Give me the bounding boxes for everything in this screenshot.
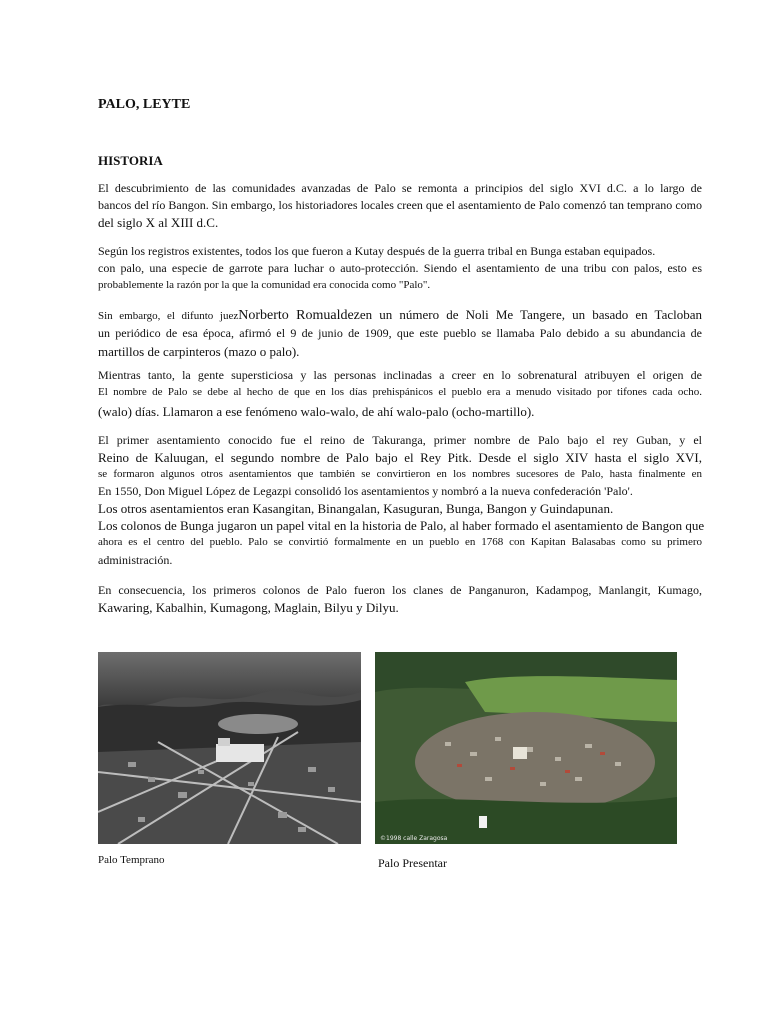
photo-credit: ©1998 calle Zaragosa <box>380 835 448 842</box>
paragraph-text: en un número de Noli Me Tangere, un basado en Tacloban <box>359 307 703 322</box>
paragraph-line: Los colonos de Bunga jugaron un papel vital en la historia de Palo, al haber formado el asentamiento de Bangon que <box>98 518 705 533</box>
paragraph-line: administración. <box>98 553 173 567</box>
paragraph-line: En 1550, Don Miguel López de Legazpi consolidó los asentamientos y nombró a la nueva confederación 'Palo'. <box>98 484 633 498</box>
paragraph-superstition <box>98 367 702 422</box>
paragraph-kutay <box>98 243 702 294</box>
paragraph-line: se formaron algunos otros asentamientos que también se convirtieron en los nombres sucesores de Palo, hasta finalmente en <box>98 468 702 480</box>
paragraph-line: Kawaring, Kabalhin, Kumagong, Maglain, Bilyu y Dilyu. <box>98 600 399 615</box>
present-photo-caption: Palo Presentar <box>378 856 447 870</box>
paragraph-line: Los otros asentamientos eran Kasangitan, Binangalan, Kasuguran, Bunga, Bangon y Guindapunan. <box>98 501 614 516</box>
early-photo-caption: Palo Temprano <box>98 854 165 866</box>
paragraph-line: El primer asentamiento conocido fue el reino de Takuranga, primer nombre de Palo bajo el rey Guban, y el <box>98 433 702 447</box>
paragraph-line: probablemente la razón por la que la comunidad era conocida como "Palo". <box>98 279 431 291</box>
paragraph-line: Mientras tanto, la gente supersticiosa y las personas inclinadas a creer en lo sobrenatural atribuyen el origen de <box>98 368 702 382</box>
paragraph-line: bancos del río Bangon. Sin embargo, los historiadores locales creen que el asentamiento de Palo comenzó tan temprano como <box>98 198 702 212</box>
early-palo-photo <box>98 652 361 844</box>
present-palo-photo <box>375 652 677 844</box>
paragraph-settlements <box>98 432 705 570</box>
paragraph-line: En consecuencia, los primeros colonos de Palo fueron los clanes de Panganuron, Kadampog, Manlangit, Kumago, <box>98 583 702 597</box>
paragraph-line: Según los registros existentes, todos los que fueron a Kutay después de la guerra tribal en Bunga estaban equipados. <box>98 244 656 258</box>
paragraph-line: El descubrimiento de las comunidades avanzadas de Palo se remonta a principios del siglo XVI d.C. a lo largo de <box>98 181 702 195</box>
early-palo-aerial-image <box>98 652 361 844</box>
paragraph-line: con palo, una especie de garrote para luchar o auto-protección. Siendo el asentamiento de una tribu con palos, esto es <box>98 261 702 275</box>
paragraph-line: ahora es el centro del pueblo. Palo se convirtió formalmente en un pueblo en 1768 con Kapitan Balasabas como su primero <box>98 536 702 548</box>
judge-name: Norberto Romualdez <box>238 308 360 323</box>
section-heading: HISTORIA <box>98 153 163 168</box>
paragraph-clans <box>98 582 702 617</box>
paragraph-line: del siglo X al XIII d.C. <box>98 215 219 230</box>
paragraph-romualdez <box>98 306 702 362</box>
paragraph-origins <box>98 180 702 231</box>
present-palo-aerial-image <box>375 652 677 844</box>
document-title: PALO, LEYTE <box>98 97 191 112</box>
paragraph-line: un periódico de esa época, afirmó el 9 de junio de 1909, que este pueblo se llamaba Palo debido a su abundancia de <box>98 326 702 340</box>
paragraph-line: martillos de carpinteros (mazo o palo). <box>98 344 300 359</box>
paragraph-text: Sin embargo, el difunto juez <box>98 310 239 322</box>
paragraph-line: El nombre de Palo se debe al hecho de que en los días prehispánicos el pueblo era a menudo visitado por tifones cada ocho. <box>98 386 702 398</box>
paragraph-line <box>98 306 702 325</box>
paragraph-line: Reino de Kaluugan, el segundo nombre de Palo bajo el Rey Pitk. Desde el siglo XIV hasta el siglo XVI, <box>98 450 702 465</box>
paragraph-line: (walo) días. Llamaron a ese fenómeno walo-walo, de ahí walo-palo (ocho-martillo). <box>98 404 535 419</box>
